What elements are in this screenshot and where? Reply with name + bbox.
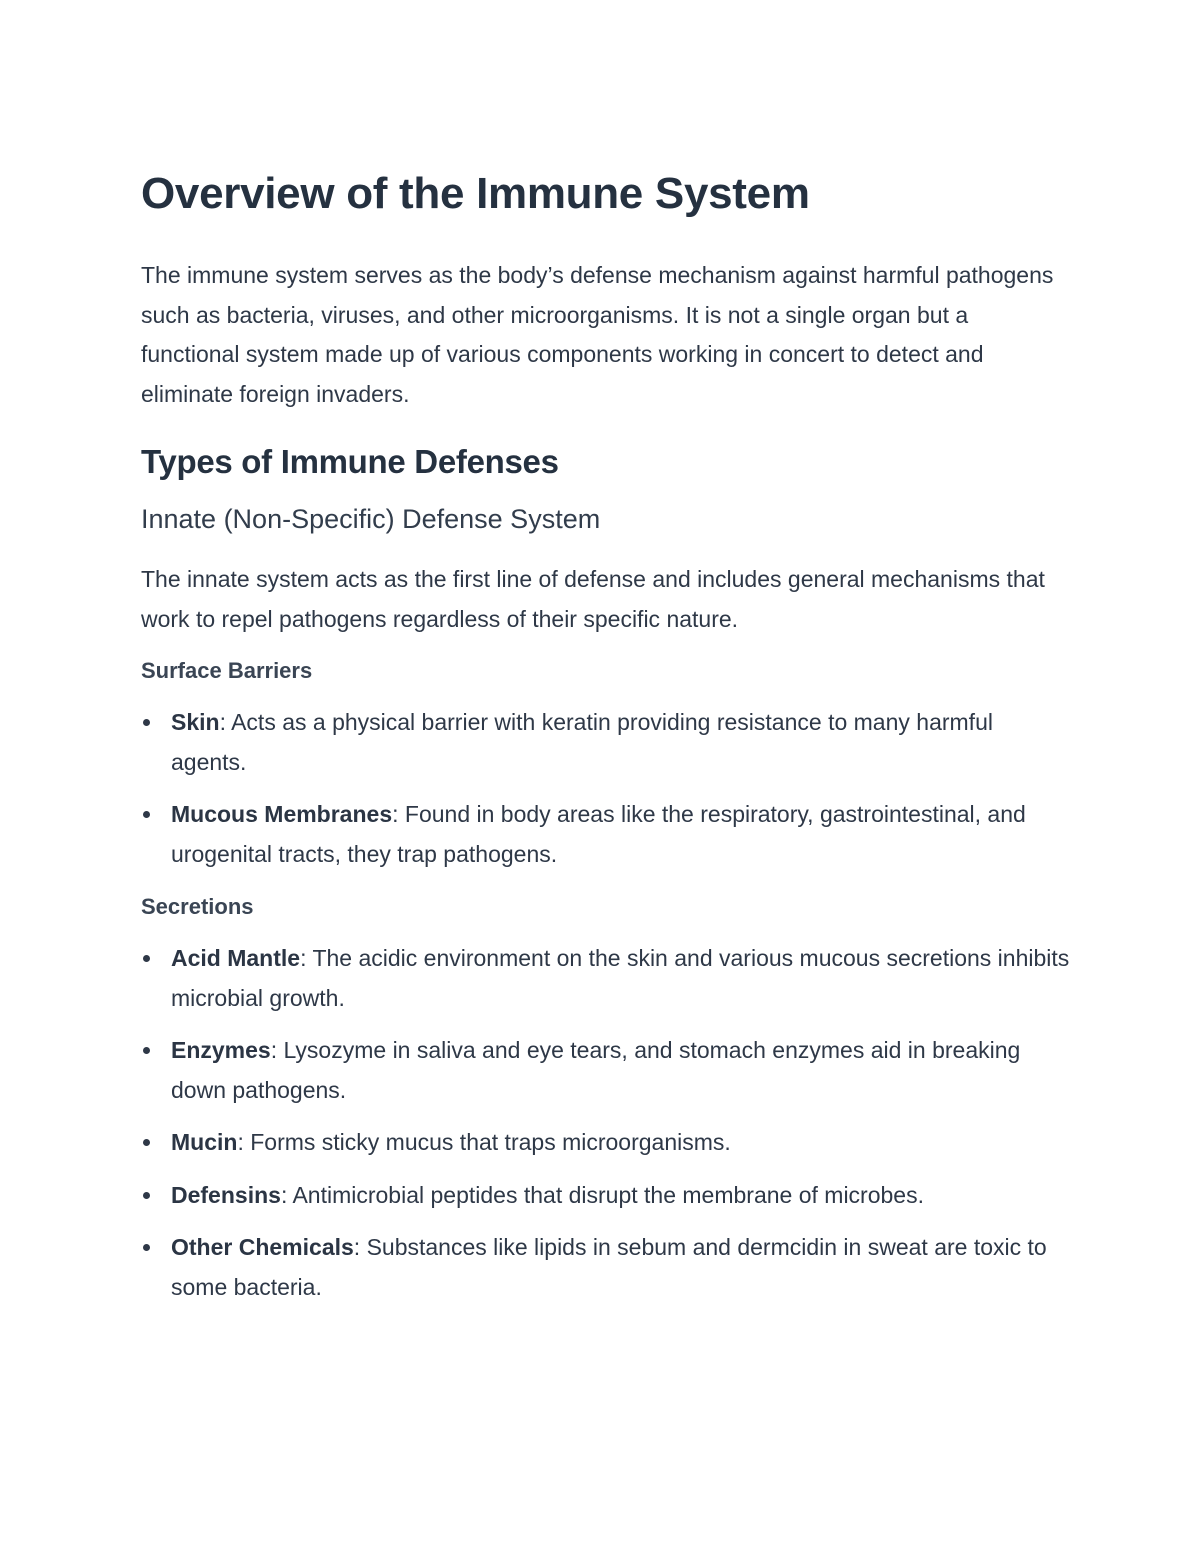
list-item-text: : Acts as a physical barrier with keratin providing resistance to many harmful agents. [171, 709, 993, 775]
subsection-heading: Innate (Non-Specific) Defense System [141, 504, 601, 534]
list-item-acid-mantle [141, 939, 1071, 1018]
list-item-term: Enzymes [171, 1037, 271, 1063]
list-item-text: : The acidic environment on the skin and various mucous secretions inhibits microbial growth. [171, 945, 1070, 1011]
list-item-text: : Forms sticky mucus that traps microorganisms. [237, 1129, 731, 1155]
list-item-other-chemicals [141, 1228, 1071, 1307]
bullet-icon [143, 1192, 150, 1199]
document-page [141, 164, 1071, 1320]
list-item-text: : Antimicrobial peptides that disrupt the membrane of microbes. [280, 1181, 924, 1208]
intro-paragraph: The immune system serves as the body’s defense mechanism against harmful pathogens such as bacteria, viruses, and other microorganisms. It is not a single organ but a functional system made up of various components working in concert to detect and eliminate foreign invaders. [141, 262, 1054, 407]
list-item-enzymes [141, 1031, 1071, 1110]
bullet-icon [143, 1139, 150, 1146]
list-item-defensins [141, 1176, 1071, 1216]
list-item-text: : Lysozyme in saliva and eye tears, and stomach enzymes aid in breaking down pathogens. [171, 1037, 1021, 1103]
list-item-term: Skin [171, 709, 220, 735]
list-item-mucous-membranes [141, 795, 1071, 874]
list-item-term: Defensins [171, 1181, 281, 1208]
bullet-icon [143, 1244, 150, 1251]
list-item-text: : Found in body areas like the respiratory, gastrointestinal, and urogenital tracts, they trap pathogens. [171, 801, 1026, 867]
list-item-skin [141, 703, 1071, 782]
subsection-paragraph: The innate system acts as the first line of defense and includes general mechanisms that work to repel pathogens regardless of their specific nature. [141, 566, 1045, 632]
bullet-icon [143, 955, 150, 962]
list-item-term: Mucin [171, 1129, 238, 1155]
list-item-term: Other Chemicals [171, 1234, 354, 1260]
list-item-term: Mucous Membranes [171, 801, 393, 827]
bullet-icon [143, 1047, 150, 1054]
list-item-text: : Substances like lipids in sebum and dermcidin in sweat are toxic to some bacteria. [171, 1234, 1047, 1300]
group-heading-surface-barriers: Surface Barriers [141, 658, 313, 683]
secretions-list [141, 939, 1071, 1307]
list-item-mucin [141, 1123, 1071, 1163]
document-title: Overview of the Immune System [141, 169, 810, 218]
list-item-term: Acid Mantle [171, 945, 301, 971]
section-heading: Types of Immune Defenses [141, 443, 559, 480]
bullet-icon [143, 719, 150, 726]
surface-barriers-list [141, 703, 1071, 874]
group-heading-secretions: Secretions [141, 894, 254, 919]
bullet-icon [143, 811, 150, 818]
